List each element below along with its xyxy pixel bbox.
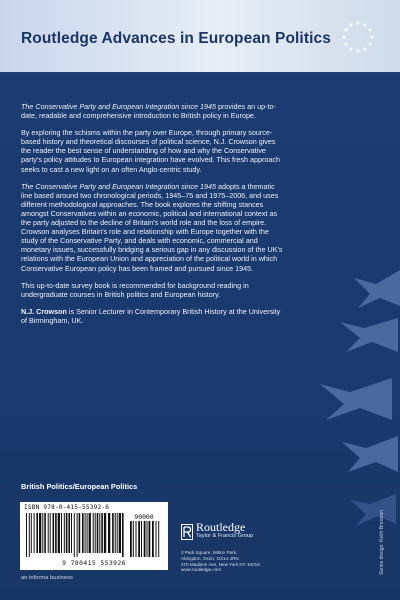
barcode-bar [119,513,121,553]
emblem-star [349,23,353,27]
blurb-paragraph-3 [21,182,286,273]
barcode-bar [108,513,110,553]
barcode-bar [34,513,35,553]
barcode-addon-bar [156,521,157,557]
address-line: 270 Madison Ave, New York NY 10016 [181,561,260,567]
emblem-star [349,47,353,51]
book-title-ref: The Conservative Party and European Integration since 1945 [21,181,216,191]
emblem-star [342,35,346,39]
barcode-bar [64,513,65,553]
isbn-number: ISBN 978-0-415-55392-6 [24,504,110,511]
barcode-addon-bar [138,521,140,557]
book-title-ref: The Conservative Party and European Integration since 1945 [21,102,216,111]
barcode-bar [93,513,94,553]
address-line: Abingdon, Oxon, OX14 4RN [181,555,239,561]
series-header-band [0,0,400,72]
blurb-text: provides an up-to-date, readable and comprehensive introduction to British policy in Europe. [21,102,276,121]
price-code: 90000 [134,513,154,521]
informa-tagline: an informa business [21,575,73,581]
emblem-star [363,23,367,27]
routledge-logo-icon [181,524,193,540]
barcode-bar [74,513,75,557]
barcode-bar [89,513,91,553]
series-title: Routledge Advances in European Politics [21,30,331,47]
barcode-addon-bar [152,521,154,557]
publisher-address [181,550,321,573]
barcode-bar [50,513,51,553]
barcode-bar [31,513,32,553]
isbn-barcode [20,502,168,570]
blurb-paragraph-4: This up-to-date survey book is recommended for background reading in undergraduate courses in British politics and European history. [21,280,249,299]
barcode-bar [77,513,78,557]
barcode-bar [68,513,70,553]
barcode-bar [71,513,72,553]
eu-star-circle-icon [339,18,377,56]
emblem-star [344,42,348,46]
address-line: 2 Park Square, Milton Park, [181,550,238,555]
author-name: N.J. Crowson [21,306,67,316]
blurb [21,102,286,325]
publisher-subtitle: Taylor & Francis Group [196,533,254,539]
barcode-bar [82,513,84,553]
isbn-text [24,504,164,511]
barcode-addon-bar [130,521,132,557]
author-bio [21,307,286,325]
barcode-bar [61,513,62,553]
barcode-bar [53,513,55,553]
emblem-star [344,28,348,32]
barcode-bar [117,513,118,553]
emblem-star [368,28,372,32]
emblem-star [356,21,360,25]
barcode-addon-bar [133,521,134,557]
barcode-bar [122,513,124,557]
blurb-paragraph-1 [21,102,286,120]
emblem-star [368,42,372,46]
barcode-digits: 9 780415 553926 [62,559,126,567]
barcode-addon-bar [149,521,151,557]
barcode-addon-bar [141,521,142,557]
barcode-bar [87,513,88,553]
barcode-icon [24,513,164,559]
barcode-bar [95,513,96,553]
barcode-bar [44,513,46,553]
author-bio-text: is Senior Lecturer in Contemporary British History at the University of Birmingham, UK. [21,306,281,325]
emblem-star [356,49,360,53]
publisher-name: Routledge [196,520,246,534]
barcode-bar [99,513,100,553]
emblem-star [363,47,367,51]
barcode-bar [48,513,49,553]
barcode-bar [29,513,30,557]
barcode-bar [66,513,68,553]
barcode-bar [104,513,106,553]
barcode-bar [55,513,57,553]
barcode-addon-bar [144,521,146,557]
emblem-star [370,35,374,39]
barcode-bar [115,513,116,553]
barcode-addon-bar [147,521,148,557]
barcode-addon-bar [136,521,137,557]
barcode-bar [112,513,114,553]
subject-category: British Politics/European Politics [21,482,138,491]
barcode-bar [39,513,41,553]
barcode-bar [58,513,60,553]
barcode-bar [79,513,81,553]
barcode-bar [101,513,103,553]
address-line: www.routledge.com [181,567,222,573]
blurb-text: adopts a thematic line based around two chronological periods, 1945–75 and 1975–2006, and uses different methodological approaches. The book explores the shifting stances amongst Conservatives within an economic, political and international context as the party adjusted to the decline of Britain's world role and the loss of empire. Crowson analyses Britain's role and relationship with Europe together with the study of the Conservative Party, and deals with economic, commercial and monetary issues, successfully bridging a serious gap in any discussion of the UK's relations with the European Union and appreciation of the political world in which Conservative European policy has been framed and pursued since 1945. [21,181,283,273]
barcode-bar [85,513,86,553]
barcode-bar [36,513,38,553]
barcode-bar [26,513,27,557]
barcode-addon-bar [158,521,159,557]
cover-design-credit: Series design: Keith Brereton [379,509,385,575]
barcode-bar [97,513,99,553]
blurb-paragraph-2: By exploring the schisms within the party over Europe, through primary source-based history and theoretical discourses of political science, N.J. Crowson gives the reader the best sense of understanding of how and why the Conservative party's policy attitudes to European integration have evolved. This fresh approach seeks to cast a new light on an often Anglo-centric study. [21,128,280,174]
barcode-bar [42,513,43,553]
